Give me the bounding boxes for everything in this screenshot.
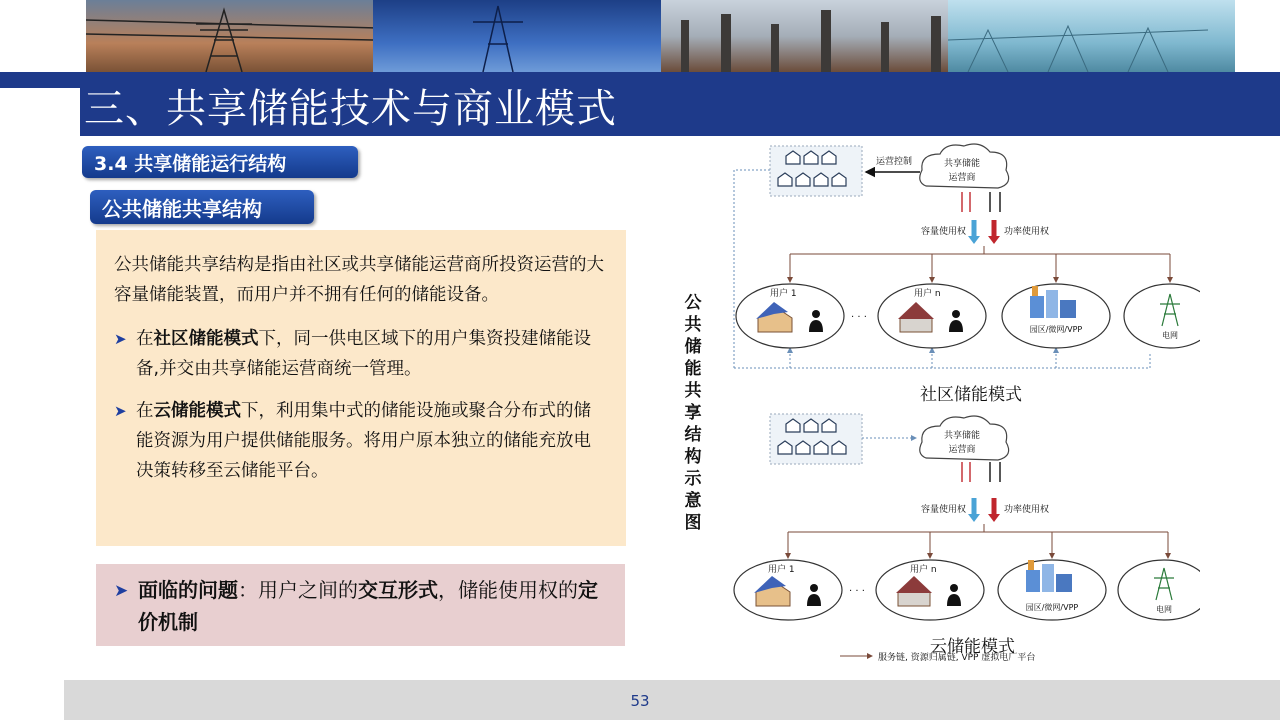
capacity-label: 容量使用权 [920,505,966,515]
grid-label: 电网 [1162,331,1178,340]
caption-char: 共 [684,315,702,335]
usern-label: 用户 n [910,565,937,575]
section-tag: 3.4 共享储能运行结构 [82,146,358,178]
banner-photo-pylon-blue [373,0,660,72]
bullet-text-post: 下，利用集中式的储能设施或聚合分布式的储能资源为用户提供储能服务。将用户原本独立的储能充放电决策转移至云储能平台。 [136,401,591,481]
user1-label: 用户 1 [768,565,795,575]
intro-paragraph: 公共储能共享结构是指由社区或共享储能运营商所投资运营的大容量储能装置，而用户并不拥有任何的储能设备。 [114,255,604,305]
cloud-mode-diagram [734,414,1200,620]
caption-char: 能 [684,359,702,379]
park-label: 园区/微网/VPP [1029,325,1083,334]
power-label: 功率使用权 [1004,505,1050,515]
caption-char: 意 [684,491,702,511]
banner-photo-transmission-tower [86,0,373,72]
park-label: 园区/微网/VPP [1025,603,1079,612]
issue-term-interaction: 交互形式 [358,578,438,602]
caption-char: 共 [684,381,702,401]
subsection-tag: 公共储能共享结构 [90,190,314,224]
page-title: 三、共享储能技术与商业模式 [84,86,617,132]
bullet-community-mode [114,324,608,384]
figure-vertical-caption [680,292,706,534]
bullet-bold-term: 社区储能模式 [153,329,259,349]
arrow-bullet-icon: ➤ [114,402,127,420]
bullet-text-pre: 在 [136,401,154,421]
caption-char: 图 [684,513,702,533]
caption-char: 示 [684,469,702,489]
control-label: 运营控制 [876,157,913,167]
bullet-bold-term: 云储能模式 [153,401,241,421]
community-mode-label: 社区储能模式 [920,385,1022,405]
shared-storage-diagram [730,138,1200,672]
arrow-bullet-icon: ➤ [114,330,127,348]
operator-label: 运营商 [948,173,976,183]
usern-label: 用户 n [914,289,941,299]
bullet-text-pre: 在 [136,329,154,349]
issue-text: ：用户之间的 [238,578,358,602]
issue-title: 面临的问题 [138,578,238,602]
caption-char: 构 [684,447,702,467]
operator-label: 运营商 [948,445,976,455]
issue-bullet [114,574,607,638]
ellipsis: · · · [851,312,867,323]
user1-label: 用户 1 [770,289,797,299]
ellipsis: · · · [849,586,865,597]
caption-char: 公 [684,293,702,313]
bullet-cloud-mode [114,396,608,486]
caption-char: 储 [684,337,702,357]
capacity-label: 容量使用权 [920,227,966,237]
issue-text: ，储能使用权的 [438,578,578,602]
power-label: 功率使用权 [1004,227,1050,237]
operator-label: 共享储能 [943,159,981,169]
cloud-mode-label: 云储能模式 [930,637,1015,657]
header-banner [86,0,1235,72]
arrow-bullet-icon: ➤ [114,581,129,601]
caption-char: 享 [684,403,702,423]
page-number: 53 [630,692,650,710]
caption-char: 结 [684,425,702,445]
banner-photo-substation-frame [948,0,1235,72]
issue-term-pricing: 定价机制 [138,578,598,634]
bullet-text-post: 下，同一供电区域下的用户集资投建储能设备,并交由共享储能运营商统一管理。 [136,329,591,379]
diagram-legend: 服务链, 资源归属链, VPP 虚拟电厂平台 [878,653,1036,663]
title-bar-notch [0,88,80,136]
banner-photo-substation [661,0,948,72]
issue-box [96,564,625,646]
description-box [96,230,626,546]
grid-label: 电网 [1156,605,1172,614]
operator-label: 共享储能 [943,431,981,441]
community-mode-diagram [734,144,1200,368]
